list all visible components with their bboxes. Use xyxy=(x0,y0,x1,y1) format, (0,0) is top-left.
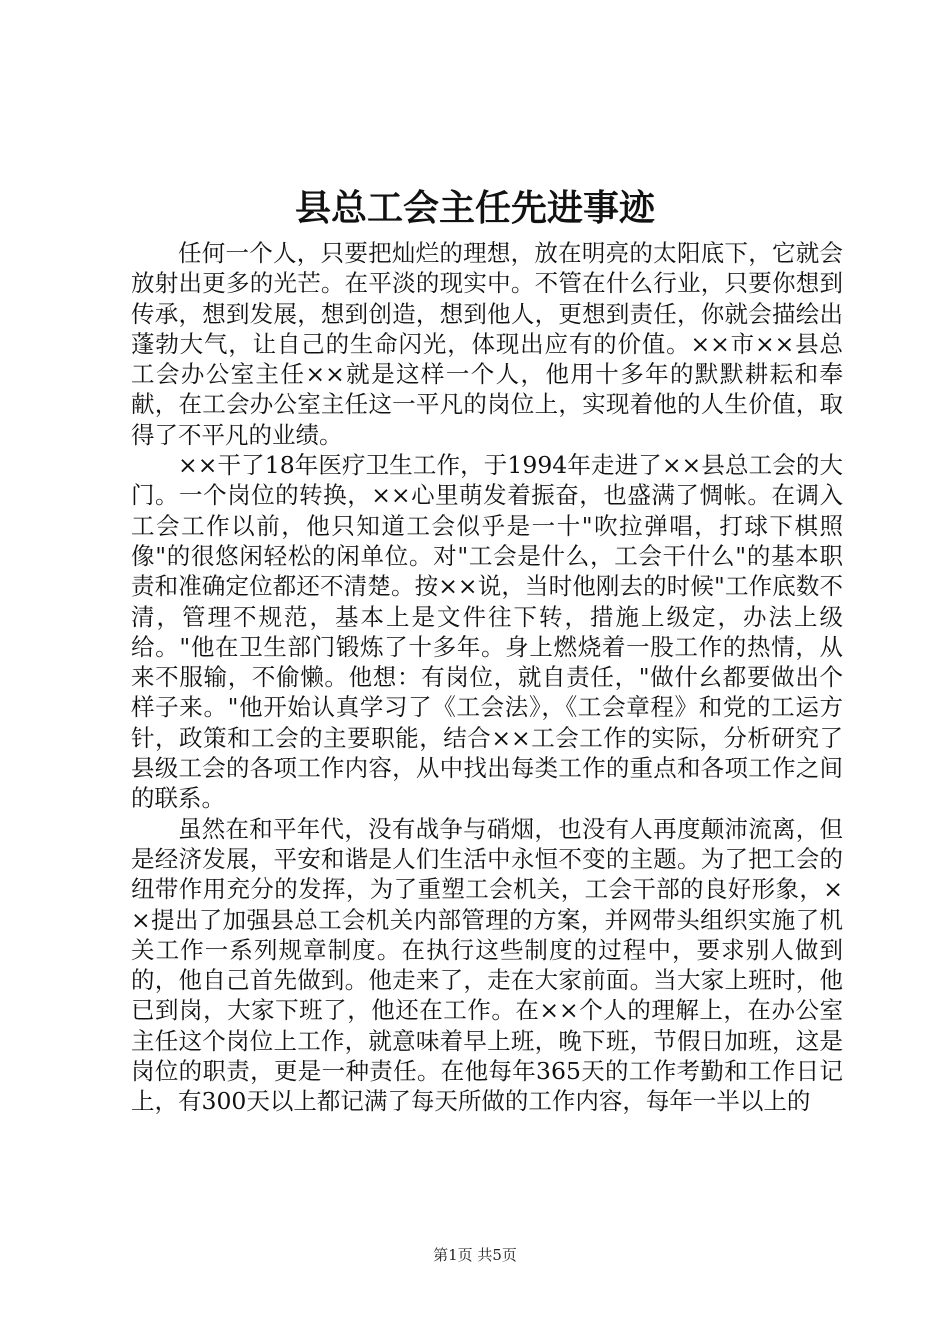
paragraph: 任何一个人，只要把灿烂的理想，放在明亮的太阳底下，它就会放射出更多的光芒。在平淡的现实中。不管在什么行业，只要你想到传承，想到发展，想到创造，想到他人，更想到责任，你就会描绘出蓬勃大气，让自己的生命闪光，体现出应有的价值。××市××县总工会办公室主任××就是这样一个人，他用十多年的默默耕耘和奉献，在工会办公室主任这一平凡的岗位上，实现着他的人生价值，取得了不平凡的业绩。 xyxy=(131,239,843,449)
document-body xyxy=(131,238,843,1117)
paragraph: ××干了18年医疗卫生工作，于1994年走进了××县总工会的大门。一个岗位的转换，××心里萌发着振奋，也盛满了惆帐。在调入工会工作以前，他只知道工会似乎是一十"吹拉弹唱，打球下棋照像"的很悠闲轻松的闲单位。对"工会是什么，工会干什么"的基本职责和准确定位都还不清楚。按××说，当时他刚去的时候"工作底数不清，管理不规范，基本上是文件往下转，措施上级定，办法上级给。"他在卫生部门锻炼了十多年。身上燃烧着一股工作的热情，从来不服输，不偷懒。他想：有岗位，就自责任，"做什幺都要做出个样子来。"他开始认真学习了《工会法》，《工会章程》和党的工运方针，政策和工会的主要职能，结合××工会工作的实际，分析研究了县级工会的各项工作内容，从中找出每类工作的重点和各项工作之间的联系。 xyxy=(131,451,843,813)
document-title: 县总工会主任先进事迹 xyxy=(294,187,655,229)
paragraph: 虽然在和平年代，没有战争与硝烟，也没有人再度颠沛流离，但是经济发展，平安和谐是人们生活中永恒不变的主题。为了把工会的纽带作用充分的发挥，为了重塑工会机关，工会干部的良好形象，××提出了加强县总工会机关内部管理的方案，并网带头组织实施了机关工作一系列规章制度。在执行这些制度的过程中，要求别人做到的，他自己首先做到。他走来了，走在大家前面。当大家上班时，他已到岗，大家下班了，他还在工作。在××个人的理解上，在办公室主任这个岗位上工作，就意味着早上班，晚下班，节假日加班，这是岗位的职责，更是一种责任。在他每年365天的工作考勤和工作日记上，有300天以上都记满了每天所做的工作内容，每年一半以上的 xyxy=(131,814,843,1116)
page-footer: 第1页 共5页 xyxy=(433,1246,517,1264)
